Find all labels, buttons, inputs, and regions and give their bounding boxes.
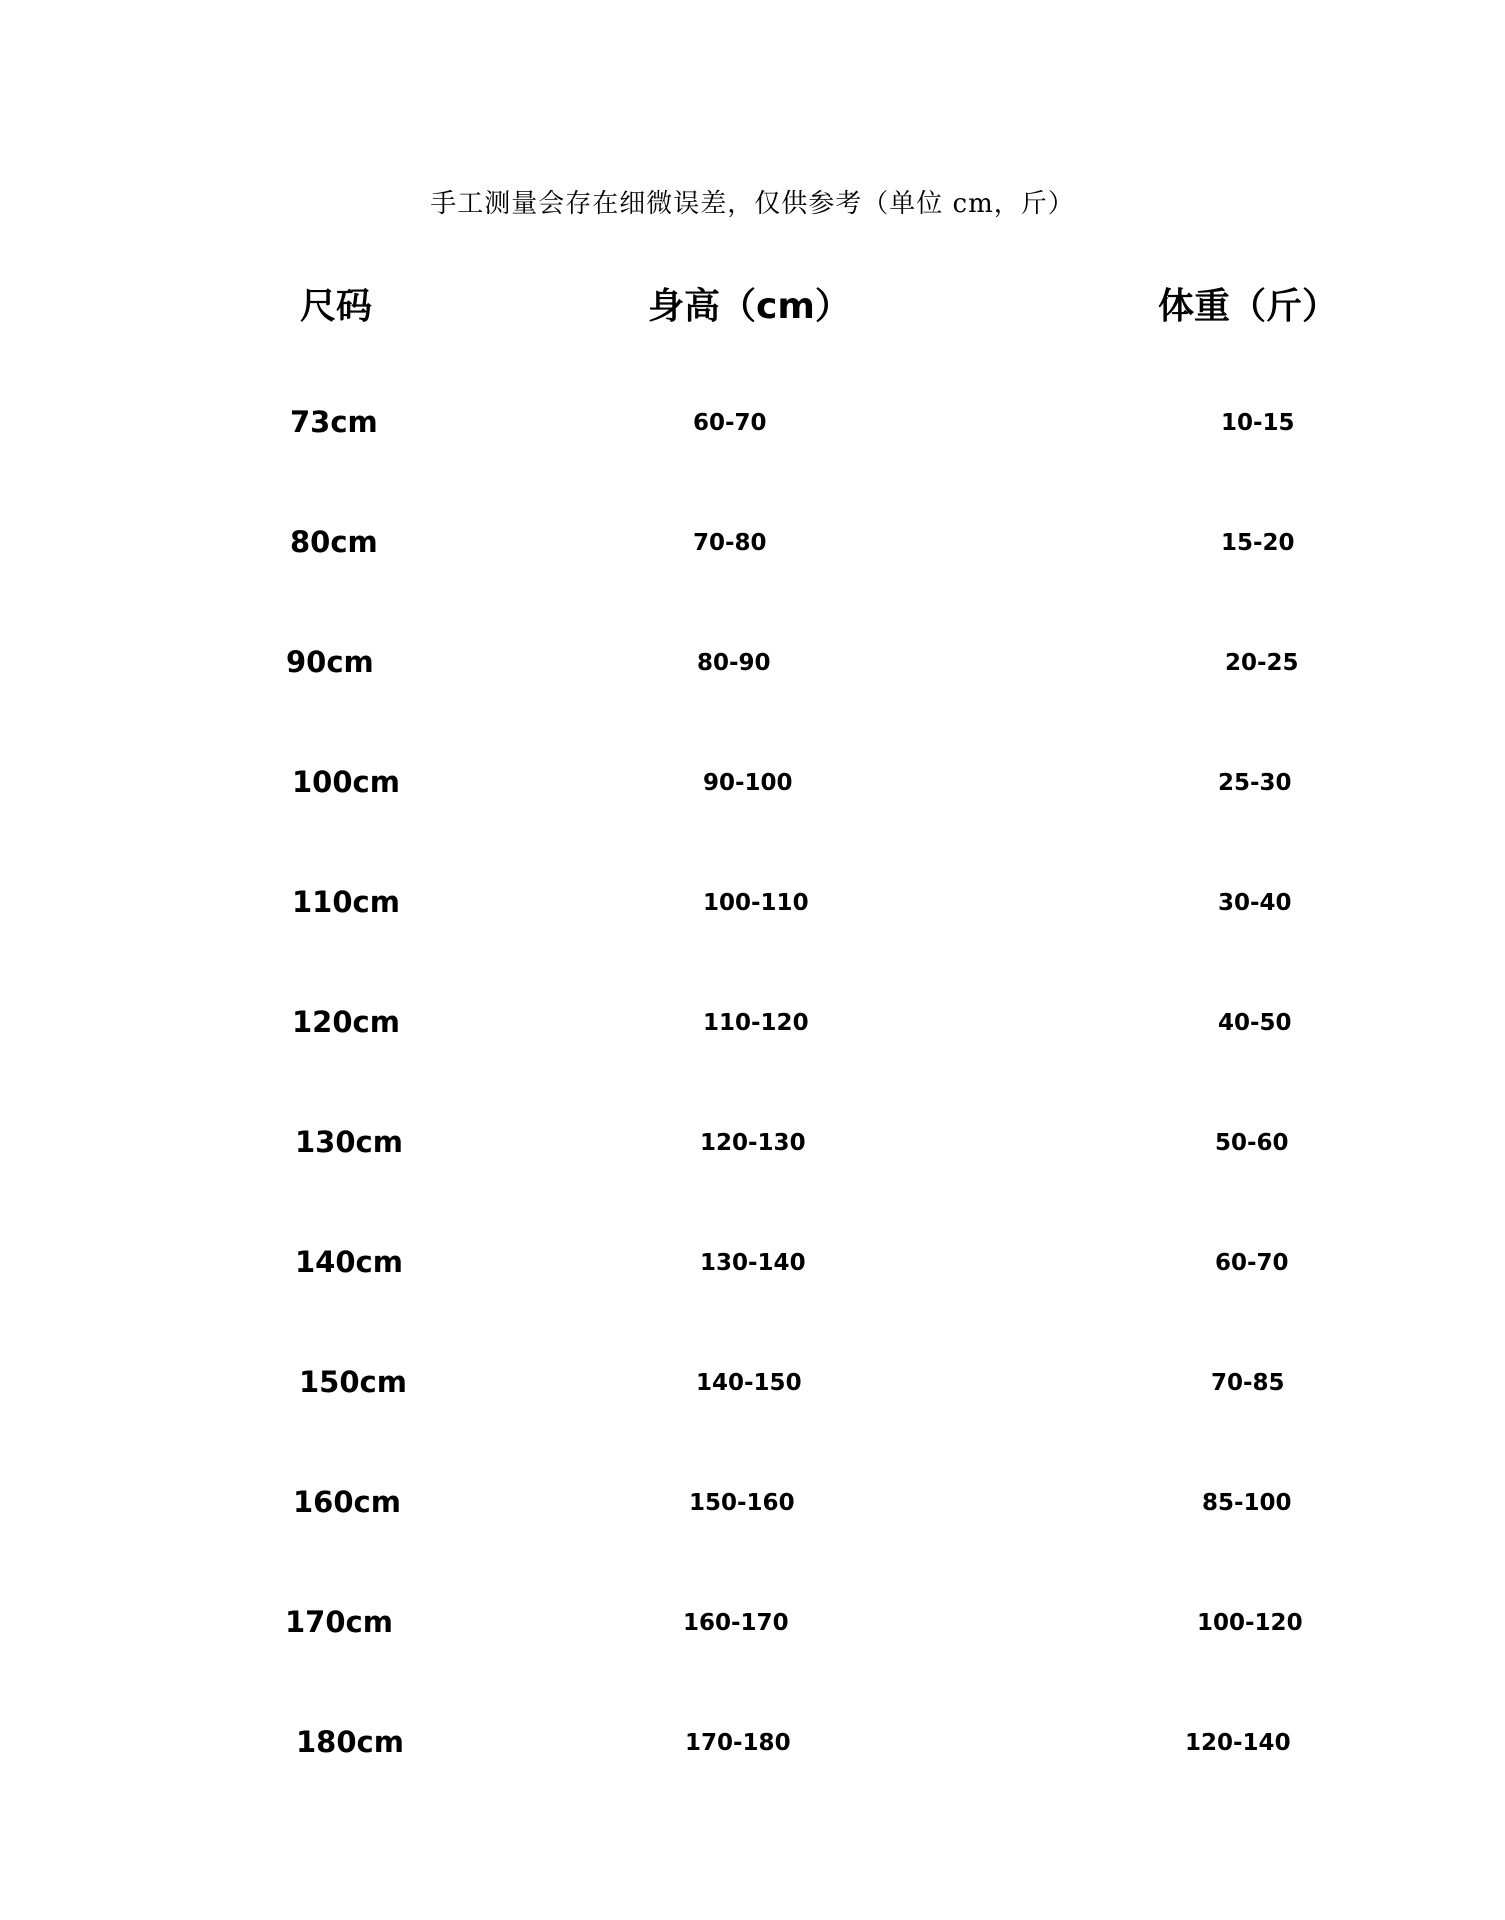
weight-cell: 40-50: [1218, 1010, 1292, 1036]
table-row: [0, 525, 1505, 585]
table-row: [0, 1005, 1505, 1065]
height-cell: 100-110: [703, 890, 809, 916]
table-row: [0, 405, 1505, 465]
weight-cell: 20-25: [1225, 650, 1299, 676]
size-cell: 160cm: [293, 1485, 401, 1519]
table-row: [0, 1605, 1505, 1665]
weight-cell: 30-40: [1218, 890, 1292, 916]
size-cell: 150cm: [299, 1365, 407, 1399]
height-cell: 80-90: [697, 650, 771, 676]
measurement-note: 手工测量会存在细微误差，仅供参考（单位 cm，斤）: [430, 189, 1075, 219]
weight-cell: 70-85: [1211, 1370, 1285, 1396]
table-row: [0, 1725, 1505, 1785]
size-cell: 110cm: [292, 885, 400, 919]
weight-cell: 15-20: [1221, 530, 1295, 556]
header-height: 身高（cm）: [648, 286, 851, 327]
table-row: [0, 645, 1505, 705]
height-cell: 70-80: [693, 530, 767, 556]
height-cell: 130-140: [700, 1250, 806, 1276]
height-cell: 150-160: [689, 1490, 795, 1516]
size-cell: 90cm: [286, 645, 374, 679]
weight-cell: 50-60: [1215, 1130, 1289, 1156]
weight-cell: 60-70: [1215, 1250, 1289, 1276]
height-cell: 90-100: [703, 770, 793, 796]
size-cell: 170cm: [285, 1605, 393, 1639]
height-cell: 160-170: [683, 1610, 789, 1636]
table-row: [0, 765, 1505, 825]
height-cell: 120-130: [700, 1130, 806, 1156]
height-cell: 140-150: [696, 1370, 802, 1396]
header-size: 尺码: [300, 286, 373, 327]
size-cell: 130cm: [295, 1125, 403, 1159]
weight-cell: 10-15: [1221, 410, 1295, 436]
size-cell: 80cm: [290, 525, 378, 559]
table-row: [0, 1485, 1505, 1545]
weight-cell: 120-140: [1185, 1730, 1291, 1756]
height-cell: 110-120: [703, 1010, 809, 1036]
height-cell: 60-70: [693, 410, 767, 436]
size-cell: 73cm: [290, 405, 378, 439]
weight-cell: 100-120: [1197, 1610, 1303, 1636]
header-weight: 体重（斤）: [1158, 286, 1339, 327]
size-cell: 120cm: [292, 1005, 400, 1039]
size-cell: 140cm: [295, 1245, 403, 1279]
weight-cell: 25-30: [1218, 770, 1292, 796]
size-cell: 180cm: [296, 1725, 404, 1759]
size-cell: 100cm: [292, 765, 400, 799]
table-row: [0, 1125, 1505, 1185]
table-row: [0, 1245, 1505, 1305]
weight-cell: 85-100: [1202, 1490, 1292, 1516]
table-row: [0, 1365, 1505, 1425]
height-cell: 170-180: [685, 1730, 791, 1756]
table-row: [0, 885, 1505, 945]
